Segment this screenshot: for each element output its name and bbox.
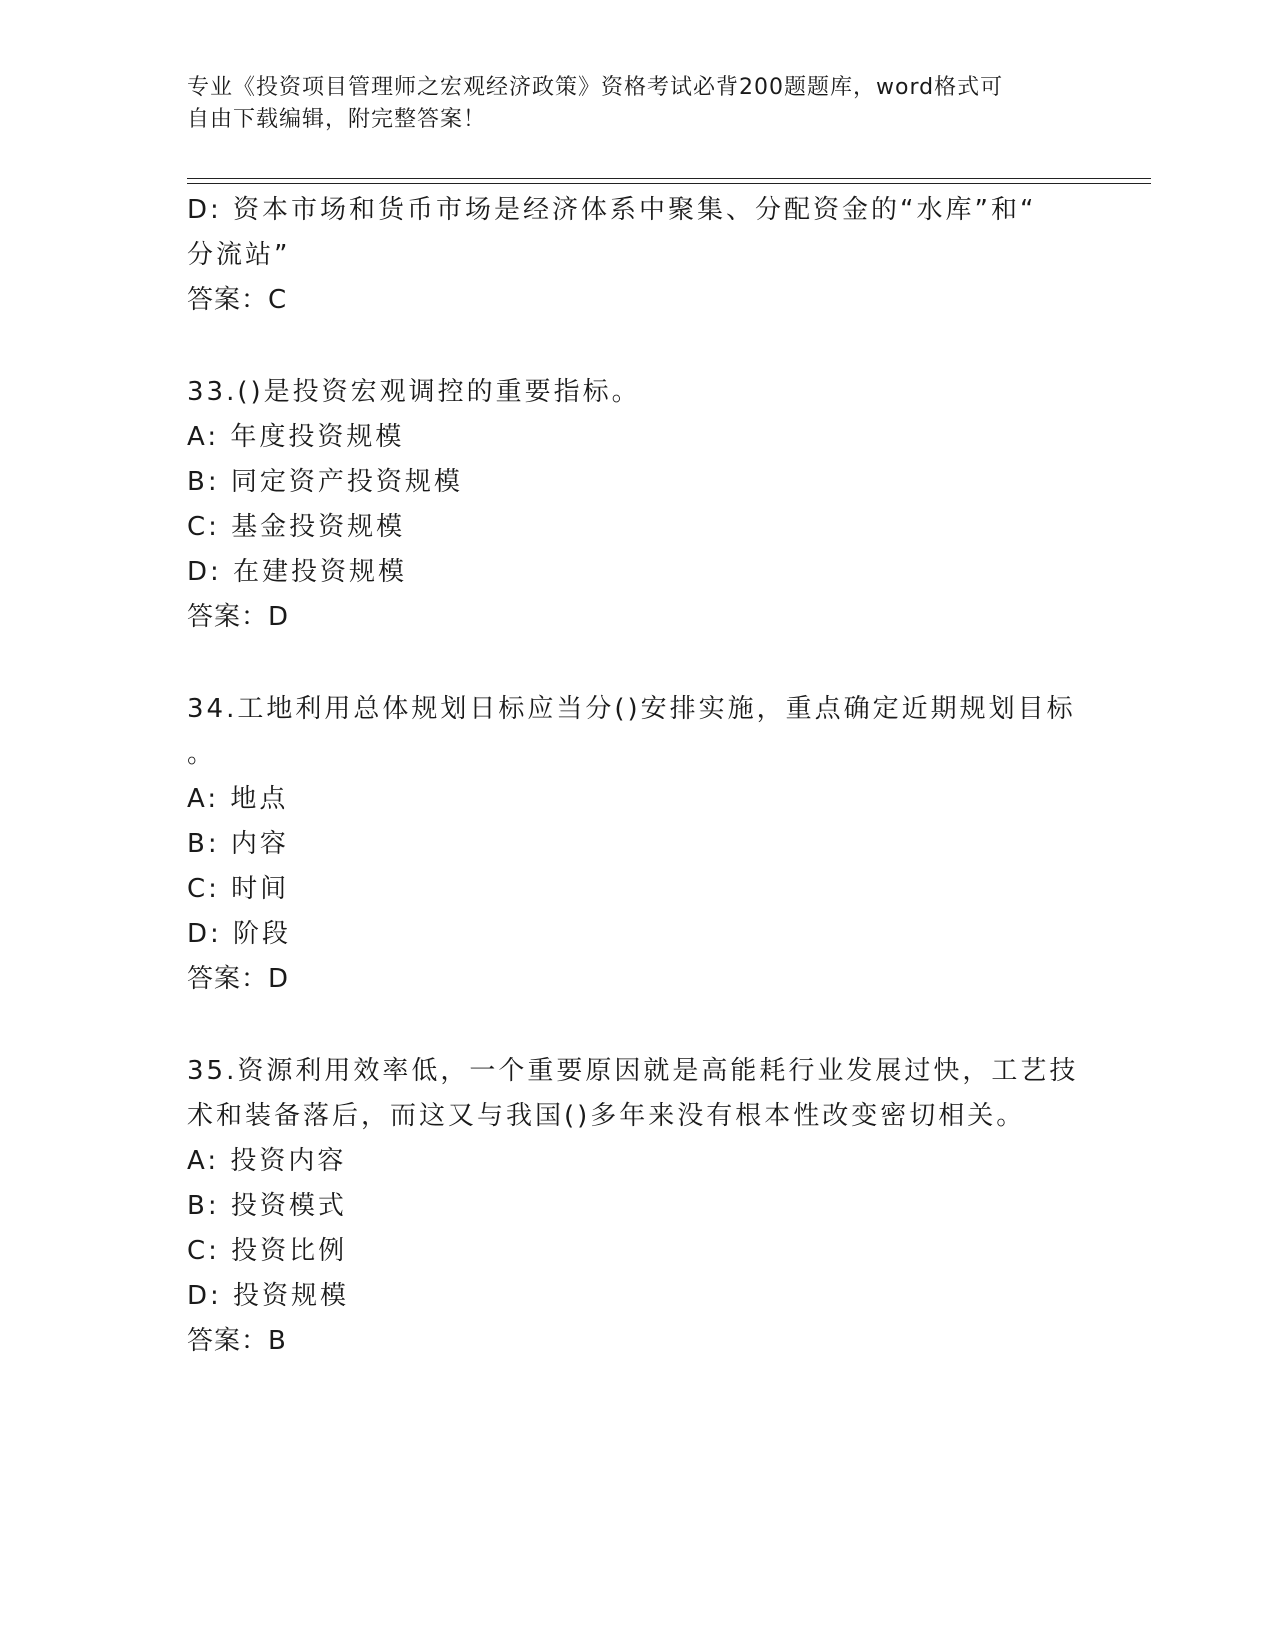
answer-text: 答案：B	[187, 1326, 287, 1356]
question-stem: 34.工地利用总体规划日标应当分()安排实施，重点确定近期规划目标	[187, 694, 1076, 724]
header-rule-bottom	[187, 183, 1151, 184]
option-a: A: 投资内容	[187, 1146, 347, 1176]
block-spacer	[187, 1002, 1087, 1049]
question-stem: 33.()是投资宏观调控的重要指标。	[187, 377, 641, 407]
question-block	[187, 687, 1087, 1002]
answer-text: 答案：D	[187, 964, 290, 994]
option-b: B: 投资模式	[187, 1191, 347, 1221]
document-header	[187, 72, 1087, 136]
question-block	[187, 1049, 1087, 1364]
option-c: C: 基金投资规模	[187, 512, 406, 542]
answer-text: 答案：D	[187, 602, 290, 632]
option-c: C: 时间	[187, 874, 290, 904]
block-spacer	[187, 323, 1087, 370]
question-stem-continued: 。	[187, 739, 217, 769]
question-stem-continued: 术和装备落后，而这又与我国()多年来没有根本性改变密切相关。	[187, 1101, 1026, 1131]
option-a: A: 年度投资规模	[187, 422, 405, 452]
question-block	[187, 188, 1087, 323]
header-rule-top	[187, 178, 1151, 179]
option-b: B: 内容	[187, 829, 289, 859]
block-spacer	[187, 640, 1087, 687]
header-line-1: 专业《投资项目管理师之宏观经济政策》资格考试必背200题题库，word格式可	[187, 75, 1004, 100]
option-d: D: 投资规模	[187, 1281, 350, 1311]
option-a: A: 地点	[187, 784, 289, 814]
header-line-2: 自由下载编辑，附完整答案！	[187, 107, 487, 132]
option-d: D: 阶段	[187, 919, 292, 949]
option-b: B: 同定资产投资规模	[187, 467, 463, 497]
question-stem: 35.资源利用效率低，一个重要原因就是高能耗行业发展过快，工艺技	[187, 1056, 1079, 1086]
question-list	[187, 188, 1087, 1364]
option-text-continued: 分流站”	[187, 240, 291, 270]
option-text: D: 资本市场和货币市场是经济体系中聚集、分配资金的“水库”和“	[187, 195, 1037, 225]
option-d: D: 在建投资规模	[187, 557, 408, 587]
answer-text: 答案：C	[187, 285, 288, 315]
question-block	[187, 370, 1087, 640]
option-c: C: 投资比例	[187, 1236, 348, 1266]
